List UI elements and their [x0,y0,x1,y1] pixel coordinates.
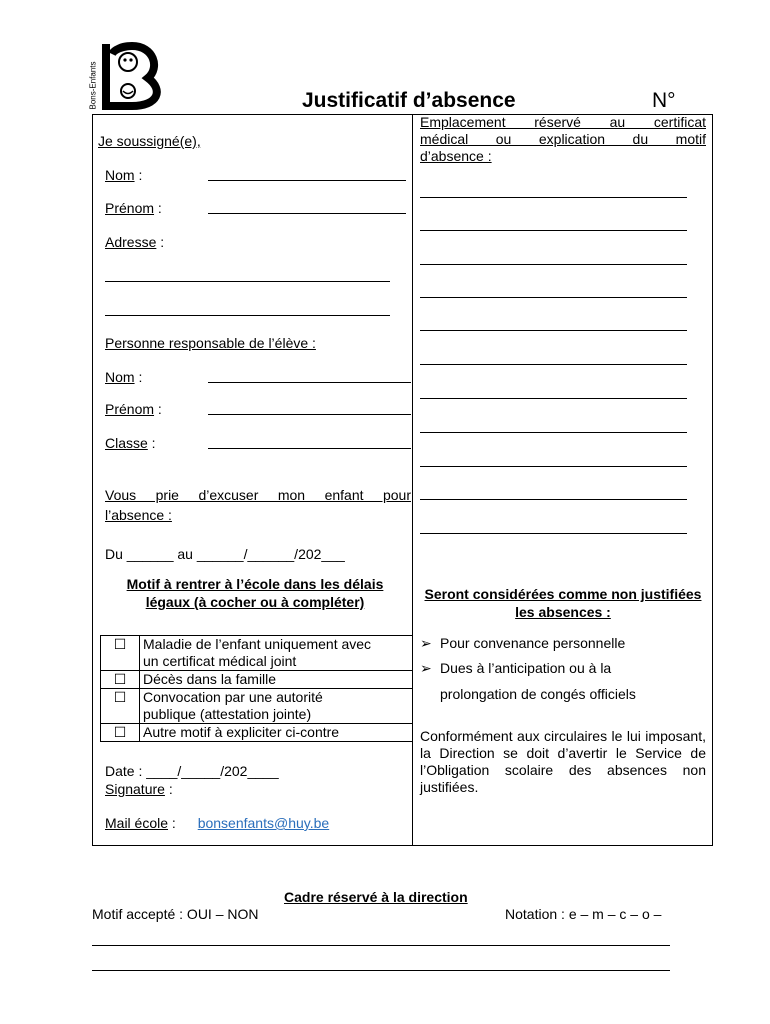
certificat-line[interactable] [420,264,687,265]
direction-line-2[interactable] [92,970,670,971]
numero-label: N° [652,89,676,112]
emplacement-line-3: d’absence : [420,148,492,164]
conformement-paragraph: Conformément aux circulaires le lui imposant, la Direction se doit d’avertir le Service de l’Obligation scolaire des absences non justifiées. [420,728,706,795]
motif-line: un certificat médical joint [143,653,297,669]
nom-label: Nom [105,167,135,183]
adresse-input-line-2[interactable] [105,315,390,316]
certificat-line[interactable] [420,197,687,198]
signature-label: Signature [105,781,165,797]
prenom-input-line[interactable] [208,213,406,214]
motif-line: Convocation par une autorité [143,689,323,705]
classe-field-label: Classe : [105,435,156,451]
motif-row [101,671,413,689]
certificat-line[interactable] [420,330,687,331]
notation[interactable]: Notation : e – m – c – o – [505,906,662,922]
motif-text: Autre motif à expliciter ci-contre [140,724,413,742]
soussigne-label: Je soussigné(e), [98,133,201,149]
adresse-field-label: Adresse : [105,234,165,250]
checkbox[interactable]: ☐ [101,689,140,724]
classe-input-line[interactable] [208,448,411,449]
checkbox[interactable]: ☐ [101,671,140,689]
prenom2-field-label: Prénom : [105,401,162,417]
motif-heading: Motif à rentrer à l’école dans les délais légaux (à cocher ou à compléter) [126,576,384,610]
arrow-bullet-icon: ➢ [420,660,432,676]
prenom2-label: Prénom [105,401,155,417]
certificat-line[interactable] [420,230,687,231]
bullet-text: Pour convenance personnelle [440,635,626,651]
nom2-label: Nom [105,369,135,385]
motif-text [140,689,413,724]
motif-text [140,636,413,671]
mail-label: Mail école [105,815,169,831]
prenom-field-label: Prénom : [105,200,162,216]
excuse-line-1: Vous prie d’excuser mon enfant pour [105,487,411,503]
direction-line-1[interactable] [92,945,670,946]
certificat-line[interactable] [420,533,687,534]
emplacement-line-2: médical ou explication du motif [420,131,706,147]
motif-row [101,724,413,742]
adresse-input-line-1[interactable] [105,281,390,282]
date-line[interactable]: Date : ____/_____/202____ [105,763,279,779]
school-logo [88,40,166,112]
emplacement-heading [420,114,706,165]
non-justifiees-heading: Seront considérées comme non justifiées les absences : [424,586,702,620]
page-title: Justificatif d’absence [302,89,516,112]
bullet-continuation: prolongation de congés officiels [440,686,636,702]
excuse-line-2: l’absence : [105,507,172,523]
du-au-line[interactable]: Du ______ au ______/______/202___ [105,546,345,562]
mail-field: Mail école : bonsenfants@huy.be [105,815,330,831]
checkbox[interactable]: ☐ [101,636,140,671]
bullet-item [420,635,710,652]
nom2-input-line[interactable] [208,382,411,383]
certificat-line[interactable] [420,398,687,399]
nom2-field-label: Nom : [105,369,143,385]
motif-line: Maladie de l’enfant uniquement avec [143,636,372,652]
certificat-line[interactable] [420,364,687,365]
certificat-line[interactable] [420,297,687,298]
certificat-line[interactable] [420,499,687,500]
adresse-label: Adresse [105,234,157,250]
logo-text: Bons-Enfants [88,61,98,110]
emplacement-line-1: Emplacement réservé au certificat [420,114,706,130]
prenom2-input-line[interactable] [208,414,411,415]
motif-text: Décès dans la famille [140,671,413,689]
motif-accepte[interactable]: Motif accepté : OUI – NON [92,906,259,922]
certificat-line[interactable] [420,432,687,433]
nom-input-line[interactable] [208,180,406,181]
classe-label: Classe [105,435,148,451]
signature-field-label: Signature : [105,781,173,797]
motif-checklist [100,635,413,742]
arrow-bullet-icon: ➢ [420,635,432,651]
motif-row [101,689,413,724]
bullet-item [420,660,710,677]
responsable-label: Personne responsable de l’élève : [105,335,316,351]
cadre-heading: Cadre réservé à la direction [284,889,468,905]
mail-link[interactable]: bonsenfants@huy.be [197,815,330,831]
bullet-text: Dues à l’anticipation ou à la [440,660,612,676]
prenom-label: Prénom [105,200,155,216]
nom-field-label: Nom : [105,167,143,183]
checkbox[interactable]: ☐ [101,724,140,742]
certificat-line[interactable] [420,466,687,467]
motif-row [101,636,413,671]
motif-line: publique (attestation jointe) [143,706,312,722]
